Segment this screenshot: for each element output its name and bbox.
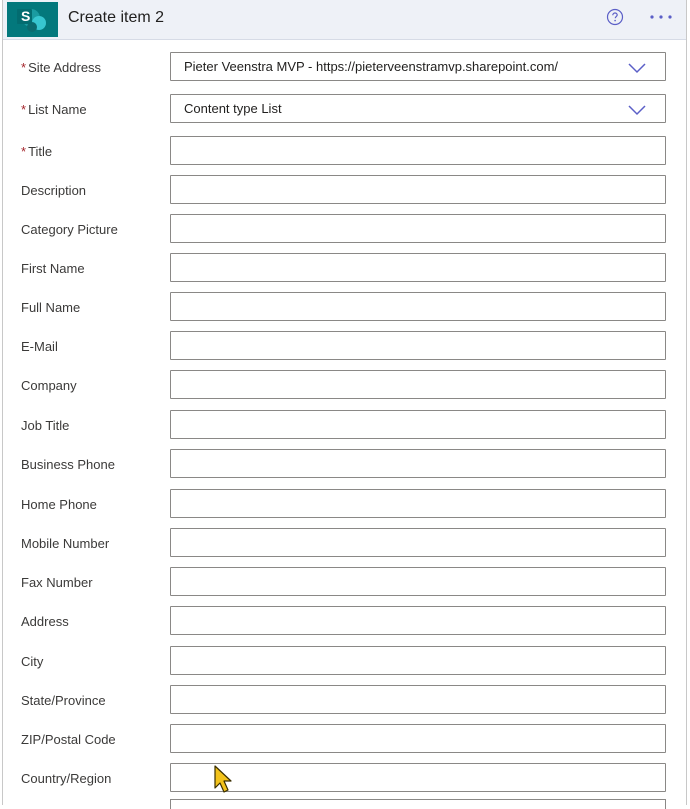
- field-row: [3, 449, 686, 483]
- field-label-text: E-Mail: [21, 339, 58, 354]
- field-label: [21, 222, 118, 237]
- field-row: [3, 370, 686, 404]
- text-input[interactable]: [170, 214, 666, 243]
- field-label-text: ZIP/Postal Code: [21, 732, 116, 747]
- field-label-text: City: [21, 654, 44, 669]
- field-label-text: Company: [21, 378, 77, 393]
- text-input[interactable]: [170, 292, 666, 321]
- field-row: [3, 214, 686, 248]
- text-input[interactable]: [170, 724, 666, 753]
- field-value: Content type List: [184, 101, 282, 116]
- text-input[interactable]: [170, 370, 666, 399]
- text-input[interactable]: [170, 763, 666, 792]
- text-input[interactable]: [170, 489, 666, 518]
- field-row: [3, 646, 686, 680]
- field-label: [21, 575, 93, 590]
- dropdown-field[interactable]: [170, 52, 666, 81]
- field-row: [3, 410, 686, 444]
- field-row: [3, 331, 686, 365]
- help-icon[interactable]: [606, 8, 624, 26]
- field-row: [3, 724, 686, 758]
- field-row: [3, 489, 686, 523]
- action-header[interactable]: [3, 0, 686, 40]
- field-label-text: State/Province: [21, 693, 106, 708]
- field-row: [3, 606, 686, 640]
- field-label: [21, 300, 80, 315]
- field-label: [21, 732, 116, 747]
- field-label-text: Full Name: [21, 300, 81, 315]
- field-label-text: Site Address: [28, 60, 102, 75]
- field-label-text: Job Title: [21, 418, 70, 433]
- text-input[interactable]: [170, 253, 666, 282]
- field-row: [3, 94, 686, 128]
- field-label-text: Category Picture: [21, 222, 118, 237]
- field-label: [21, 339, 58, 354]
- field-row: [3, 763, 686, 797]
- create-item-card: [2, 0, 687, 805]
- field-label-text: Description: [21, 183, 87, 198]
- field-row: [3, 136, 686, 170]
- field-label-text: Home Phone: [21, 497, 97, 512]
- field-row: [3, 567, 686, 601]
- text-input[interactable]: [170, 410, 666, 439]
- field-label: [21, 418, 69, 433]
- field-label: [21, 497, 97, 512]
- field-label-text: Fax Number: [21, 575, 93, 590]
- text-input[interactable]: [170, 175, 666, 204]
- field-label-text: Mobile Number: [21, 536, 110, 551]
- field-label: [21, 102, 87, 117]
- field-value: Pieter Veenstra MVP - https://pieterveenstramvp.sharepoint.com/: [184, 59, 559, 74]
- field-label-text: Title: [28, 144, 53, 159]
- dropdown-field[interactable]: [170, 94, 666, 123]
- chevron-down-icon[interactable]: [627, 61, 647, 75]
- field-label-text: First Name: [21, 261, 85, 276]
- field-row: [3, 685, 686, 719]
- text-input[interactable]: [170, 606, 666, 635]
- field-row: [3, 52, 686, 86]
- field-label: [21, 654, 43, 669]
- field-label-text: Address: [21, 614, 69, 629]
- field-row: [3, 175, 686, 209]
- required-asterisk: *: [21, 144, 27, 159]
- field-label: [21, 536, 109, 551]
- text-input[interactable]: [170, 449, 666, 478]
- field-label: [21, 693, 106, 708]
- more-options-icon[interactable]: [647, 6, 675, 26]
- field-label-text: Country/Region: [21, 771, 112, 786]
- text-input[interactable]: [170, 646, 666, 675]
- field-label: [21, 378, 77, 393]
- field-label: [21, 144, 52, 159]
- field-row: [3, 528, 686, 562]
- field-label: [21, 614, 69, 629]
- text-input[interactable]: [170, 136, 666, 165]
- field-label: [21, 261, 85, 276]
- field-label: [21, 60, 101, 75]
- field-row: [3, 292, 686, 326]
- text-input[interactable]: [170, 528, 666, 557]
- field-label: [21, 457, 115, 472]
- mouse-cursor-icon: [213, 764, 233, 794]
- sharepoint-icon: [7, 2, 58, 37]
- field-row: [3, 253, 686, 287]
- required-asterisk: *: [21, 102, 27, 117]
- chevron-down-icon[interactable]: [627, 103, 647, 117]
- field-label: [21, 183, 86, 198]
- required-asterisk: *: [21, 60, 27, 75]
- text-input[interactable]: [170, 331, 666, 360]
- field-label-text: List Name: [28, 102, 87, 117]
- sharepoint-logo-letter: S: [21, 8, 31, 24]
- field-label-text: Business Phone: [21, 457, 115, 472]
- field-label: [21, 771, 111, 786]
- next-field-partial[interactable]: [170, 799, 666, 809]
- text-input[interactable]: [170, 685, 666, 714]
- text-input[interactable]: [170, 567, 666, 596]
- action-title: Create item 2: [68, 9, 165, 26]
